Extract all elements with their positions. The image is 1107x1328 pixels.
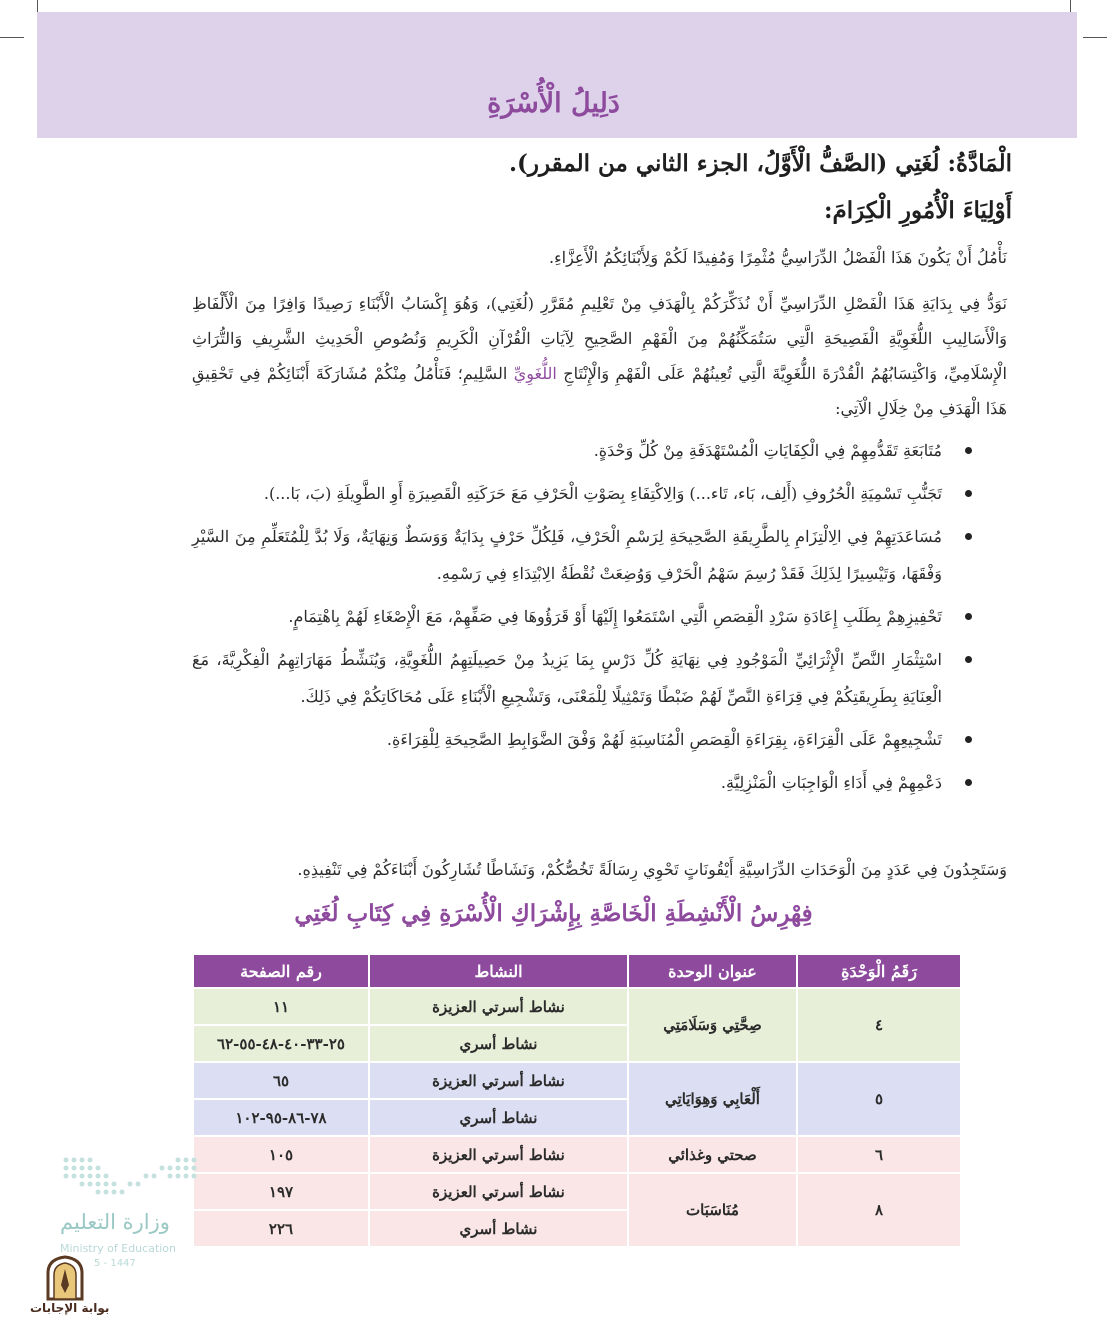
page-cell: ٢٥-٣٣-٤٠-٤٨-٥٥-٦٢ [194,1026,368,1061]
page-cell: ٦٥ [194,1063,368,1098]
page-cell: ١٠٥ [194,1137,368,1172]
goal-text-a: نَوَدُّ فِي بِدَايَةِ هَذَا الْفَصْلِ الدِّرَاسِيِّ أَنْ نُذَكِّرَكُمْ بِالْهَدَفِ مِنْ تَعْلِيمِ مُقَرَّرِ (لُغَتِي)، وَهُوَ إِكْسَابُ الْأَبْنَاءِ رَصِيدًا وَافِرًا مِنَ الْأَلْفَاظِ وَالْأَسَالِيبِ اللُّغَوِيَّةِ الْفَصِيحَةِ الَّتِي سَتُمَكِّنُهُمْ مِنَ الْفَهْمِ الصَّحِيحِ لِآيَاتِ الْقُرْآنِ الْكَرِيمِ وَنُصُوصِ الْحَدِيثِ الشَّرِيفِ وَالتُّرَاثِ الْإِسْلَامِيِّ، وَاكْتِسَابُهُمُ الْقُدْرَةَ اللُّغَوِيَّةَ الَّتِي تُعِينُهُمْ عَلَى الْفَهْمِ وَالْإِنْتَاجِ [192,294,1008,383]
answers-portal-label: بوابة الإجابات [30,1301,110,1315]
table-row [194,1174,960,1209]
activities-index-table [192,953,962,1248]
goal-text-b: السَّلِيمِ؛ فَنَأْمُلُ مِنْكُمْ مُشَارَكَةَ أَبْنَائِكُمْ فِي تَحْقِيقِ هَذَا الْهَدَفِ مِنْ خِلَالِ الْآتِي: [192,364,1007,418]
ministry-name-ar: وزارة التعليم [60,1210,170,1234]
bullet-icon [965,613,972,620]
list-item [192,518,1007,592]
crop-mark [0,37,24,38]
list-item-text: مُسَاعَدَتِهِمْ فِي الِالْتِزَامِ بِالطَّرِيقَةِ الصَّحِيحَةِ لِرَسْمِ الْحَرْفِ، فَلِكُلِّ حَرْفٍ بِدَايَةٌ وَوَسَطٌ وَنِهَايَةٌ، وَلَا بُدَّ لِلْمُتَعَلِّمِ مِنَ السَّيْرِ وَفْقَهَا، وَتَيْسِيرًا لِذَلِكَ فَقَدْ رُسِمَ سَهْمُ الْحَرْفِ وَوُضِعَتْ نُقْطَةُ الِابْتِدَاءِ فِي رَسْمِهِ. [192,527,942,583]
table-row [194,989,960,1024]
subject-line: الْمَادَّةُ: لُغَتِي (الصَّفُّ الْأَوَّلُ، الجزء الثاني من المقرر). [508,150,1012,177]
table-row [194,1137,960,1172]
list-item [192,598,1007,635]
activity-cell: نشاط أسرتي العزيزة [370,1174,627,1209]
activity-cell: نشاط أسري [370,1026,627,1061]
bullet-icon [965,447,972,454]
bullet-icon [965,656,972,663]
activity-cell: نشاط أسرتي العزيزة [370,1137,627,1172]
crop-mark [1083,37,1107,38]
page-cell: ٧٨-٨٦-٩٥-١٠٢ [194,1100,368,1135]
list-item-text: تَشْجِيعِهِمْ عَلَى الْقِرَاءَةِ، بِقِرَاءَةِ الْقِصَصِ الْمُنَاسِبَةِ لَهُمْ وَفْقَ الضَّوَابِطِ الصَّحِيحَةِ لِلْقِرَاءَةِ. [386,730,942,749]
list-item-text: دَعْمِهِمْ فِي أَدَاءِ الْوَاجِبَاتِ الْمَنْزِلِيَّةِ. [720,773,942,792]
unit-no-cell: ٤ [798,989,960,1061]
unit-no-cell: ٨ [798,1174,960,1246]
list-item [192,475,1007,512]
ministry-logo-dots-icon [62,1156,197,1200]
list-item [192,764,1007,801]
guidance-list [192,432,1007,807]
intro-paragraph: نَأْمُلُ أَنْ يَكُونَ هَذَا الْفَصْلُ الدِّرَاسِيُّ مُثْمِرًا وَمُفِيدًا لَكُمْ وَلِأَبْنَائِكُمُ الْأَعِزَّاءِ. [549,248,1007,267]
header-unit-title: عنوان الوحدة [629,955,796,987]
activity-cell: نشاط أسري [370,1100,627,1135]
header-page: رقم الصفحة [194,955,368,987]
header-band [37,12,1077,138]
bullet-icon [965,490,972,497]
unit-title-cell: صحتي وغذائي [629,1137,796,1172]
page-title: دَلِيلُ الْأُسْرَةِ [487,88,620,119]
bullet-icon [965,533,972,540]
header-unit-no: رَقَمُ الْوَحْدَةِ [798,955,960,987]
list-item [192,641,1007,715]
activity-cell: نشاط أسرتي العزيزة [370,1063,627,1098]
list-item-text: اسْتِثْمَارِ النَّصِّ الْإِثْرَائِيِّ الْمَوْجُودِ فِي نِهَايَةِ كُلِّ دَرْسٍ بِمَا يَزِيدُ مِنْ حَصِيلَتِهِمُ اللُّغَوِيَّةِ، وَيُنَشِّطُ مَهَارَاتِهِمُ الْفِكْرِيَّةَ، مَعَ الْعِنَايَةِ بِطَرِيقَتِكُمْ فِي قِرَاءَةِ النَّصِّ لَهُمْ ضَبْطًا وَتَمْثِيلًا لِلْمَعْنَى، وَتَشْجِيعِ الْأَبْنَاءِ عَلَى مُحَاكَاتِكُمْ فِي ذَلِكَ. [192,650,942,706]
list-item [192,721,1007,758]
goal-highlight: اللُّغَوِيِّ [513,364,557,383]
unit-no-cell: ٦ [798,1137,960,1172]
index-title: فِهْرِسُ الْأَنْشِطَةِ الْخَاصَّةِ بِإِشْرَاكِ الْأُسْرَةِ فِي كِتَابِ لُغَتِي [294,900,813,927]
answers-portal-logo-icon [44,1255,86,1301]
unit-title-cell: مُنَاسَبَات [629,1174,796,1246]
ministry-name-en: Ministry of Education [60,1242,177,1255]
bullet-icon [965,779,972,786]
list-item-text: تَجَنُّبِ تَسْمِيَةِ الْحُرُوفِ (أَلِف، بَاء، تَاء...) وَالِاكْتِفَاءِ بِصَوْتِ الْحَرْفِ مَعَ حَرَكَتِهِ الْقَصِيرَةِ أَوِ الطَّوِيلَةِ (بَ، بَا...). [263,484,942,503]
list-item [192,432,1007,469]
list-item-text: مُتَابَعَةِ تَقَدُّمِهِمْ فِي الْكِفَايَاتِ الْمُسْتَهْدَفَةِ مِنْ كُلِّ وَحْدَةٍ. [593,441,942,460]
activity-cell: نشاط أسرتي العزيزة [370,989,627,1024]
header-activity: النشاط [370,955,627,987]
bullet-icon [965,736,972,743]
page-cell: ١٩٧ [194,1174,368,1209]
ministry-year: 5 - 1447 [94,1258,136,1269]
unit-no-cell: ٥ [798,1063,960,1135]
table-header-row [194,955,960,987]
goal-paragraph [192,286,1007,426]
unit-title-cell: أَلْعَابِي وَهِوَايَاتِي [629,1063,796,1135]
closing-paragraph: وَسَتَجِدُونَ فِي عَدَدٍ مِنَ الْوَحَدَاتِ الدِّرَاسِيَّةِ أَيْقُونَاتٍ تَحْوِي رِسَالَةً تَخُصُّكُمْ، وَنَشَاطًا تُشَارِكُونَ أَبْنَاءَكُمْ فِي تَنْفِيذِهِ. [297,860,1007,879]
list-item-text: تَحْفِيزِهِمْ بِطَلَبِ إِعَادَةِ سَرْدِ الْقِصَصِ الَّتِي اسْتَمَعُوا إِلَيْهَا أَوْ قَرَؤُوهَا فِي صَفِّهِمْ، مَعَ الْإِصْغَاءِ لَهُمْ بِاهْتِمَامٍ. [288,607,942,626]
table-row [194,1063,960,1098]
page-cell: ١١ [194,989,368,1024]
unit-title-cell: صِحَّتِي وَسَلَامَتِي [629,989,796,1061]
activity-cell: نشاط أسري [370,1211,627,1246]
page-cell: ٢٢٦ [194,1211,368,1246]
greeting: أَوْلِيَاءَ الْأُمُورِ الْكِرَامَ: [823,197,1012,224]
